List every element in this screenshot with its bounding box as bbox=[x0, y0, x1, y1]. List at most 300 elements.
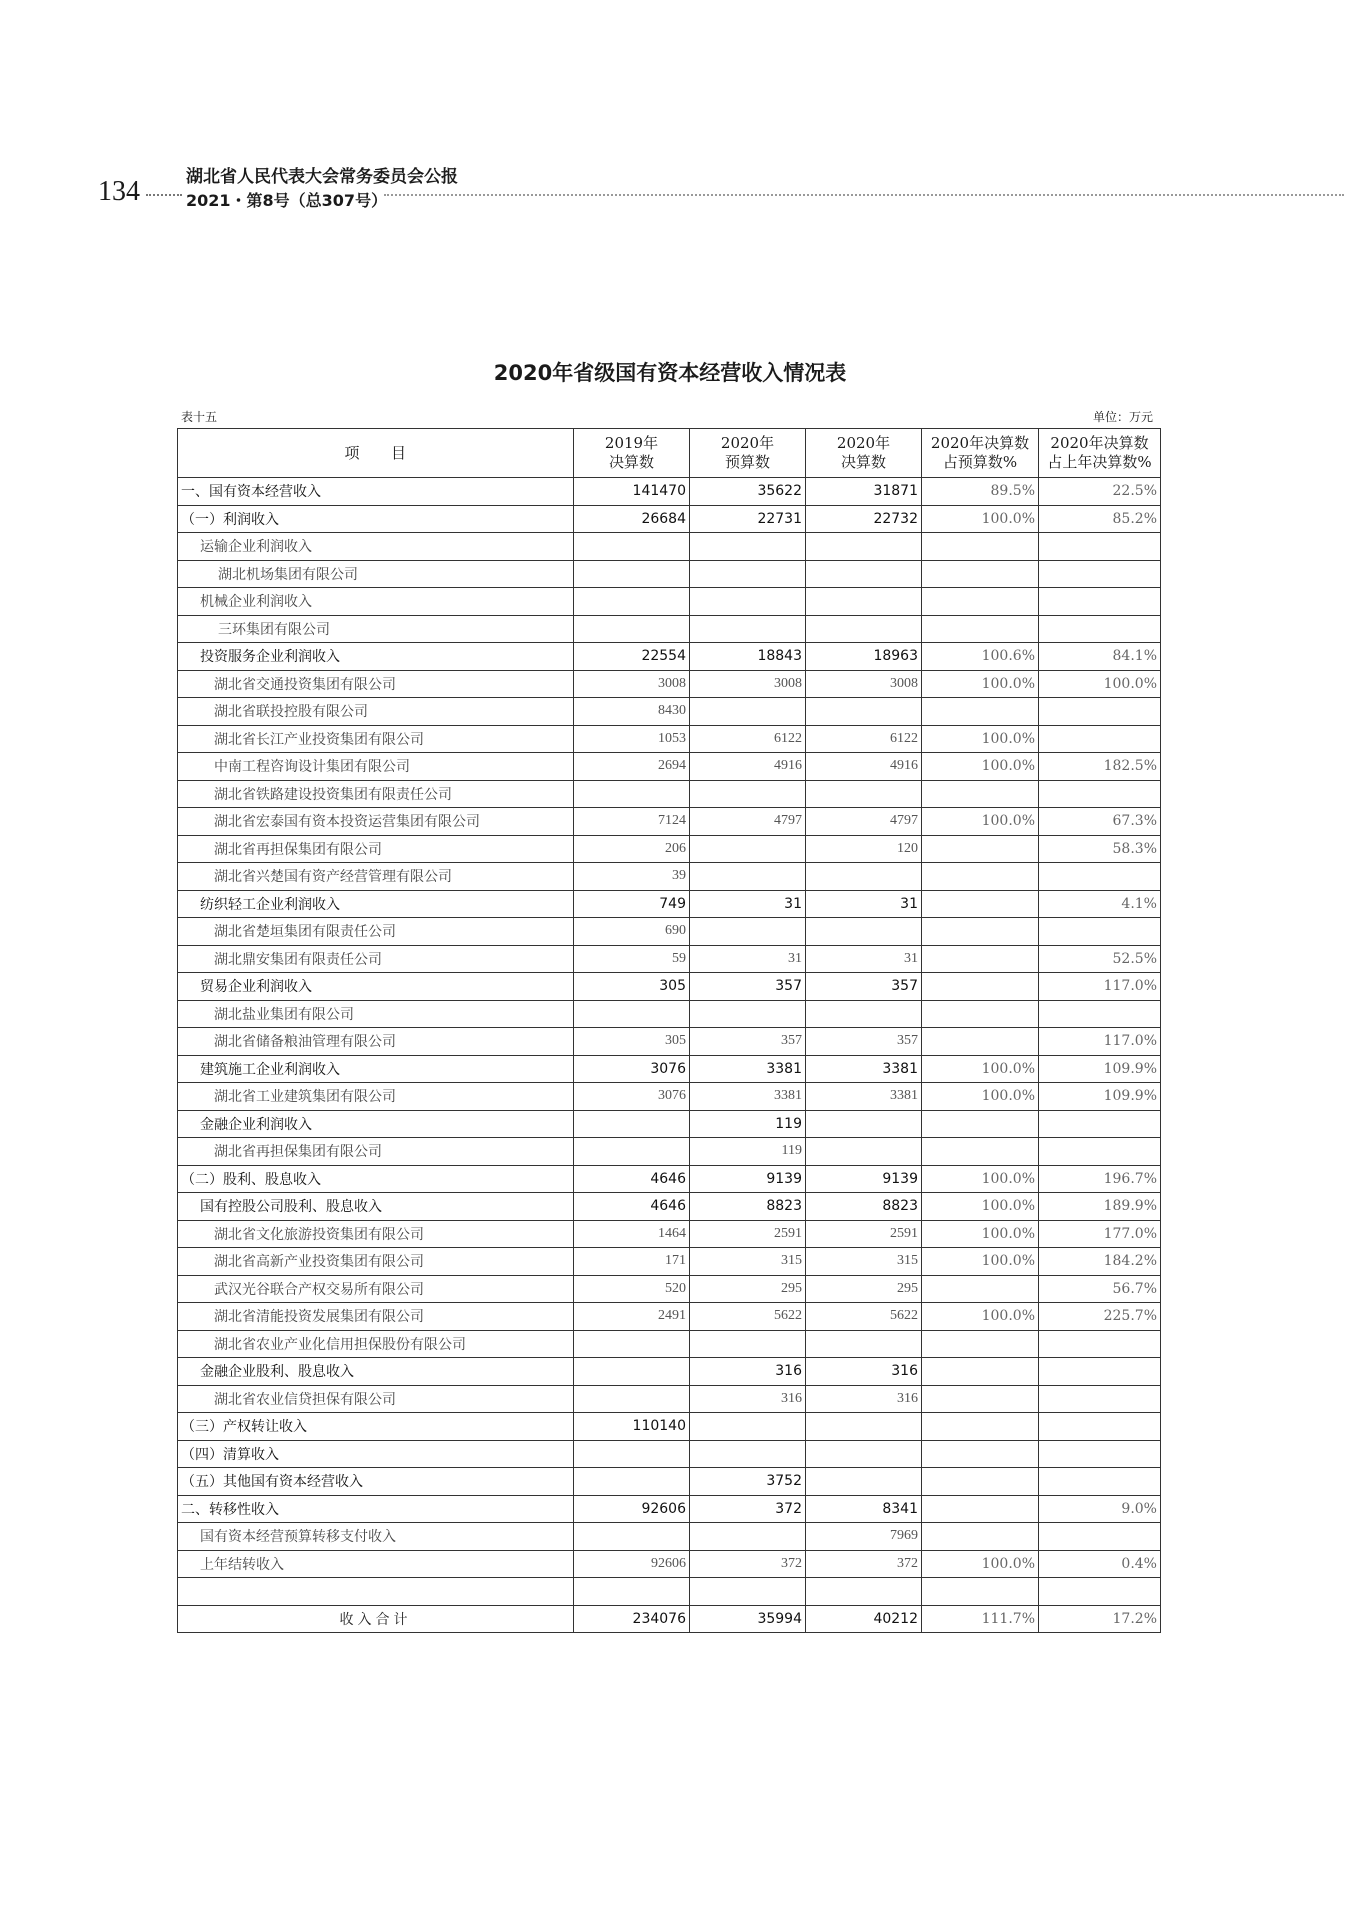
row-item: 湖北盐业集团有限公司 bbox=[178, 1000, 574, 1028]
value-2020-budget: 119 bbox=[690, 1110, 806, 1138]
row-item: 武汉光谷联合产权交易所有限公司 bbox=[178, 1275, 574, 1303]
value-2020-budget: 372 bbox=[690, 1495, 806, 1523]
value-2019: 26684 bbox=[574, 505, 690, 533]
row-item: 湖北省兴楚国有资产经营管理有限公司 bbox=[178, 863, 574, 891]
table-row bbox=[178, 1000, 1161, 1028]
value-2019: 2491 bbox=[574, 1303, 690, 1331]
value-2020-final bbox=[806, 698, 922, 726]
value-2020-final: 8823 bbox=[806, 1193, 922, 1221]
issue-number: 2021・第8号（总307号） bbox=[186, 191, 388, 210]
table-row bbox=[178, 835, 1161, 863]
value-2020-budget bbox=[690, 863, 806, 891]
table-row bbox=[178, 725, 1161, 753]
table-row bbox=[178, 863, 1161, 891]
table-row bbox=[178, 753, 1161, 781]
pct-of-prev-year bbox=[1039, 615, 1161, 643]
pct-of-budget bbox=[922, 533, 1039, 561]
value-2019: 141470 bbox=[574, 478, 690, 506]
table-number: 表十五 bbox=[181, 410, 218, 424]
pct-of-budget bbox=[922, 1578, 1039, 1606]
value-2020-budget: 315 bbox=[690, 1248, 806, 1276]
value-2020-budget bbox=[690, 835, 806, 863]
table-row bbox=[178, 973, 1161, 1001]
pct-of-prev-year: 189.9% bbox=[1039, 1193, 1161, 1221]
row-item: 国有控股公司股利、股息收入 bbox=[178, 1193, 574, 1221]
value-2019 bbox=[574, 1385, 690, 1413]
pct-of-budget: 100.0% bbox=[922, 808, 1039, 836]
row-item: 湖北省储备粮油管理有限公司 bbox=[178, 1028, 574, 1056]
header-2020-budget: 2020年 预算数 bbox=[690, 429, 806, 478]
header-2020-final: 2020年 决算数 bbox=[806, 429, 922, 478]
pct-of-budget bbox=[922, 1275, 1039, 1303]
table-row bbox=[178, 1358, 1161, 1386]
pct-of-prev-year bbox=[1039, 725, 1161, 753]
value-2020-budget bbox=[690, 918, 806, 946]
row-item: 一、国有资本经营收入 bbox=[178, 478, 574, 506]
table-row bbox=[178, 890, 1161, 918]
value-2020-budget: 8823 bbox=[690, 1193, 806, 1221]
value-2020-final bbox=[806, 533, 922, 561]
unit-label: 单位：万元 bbox=[1092, 410, 1153, 424]
value-2019: 3076 bbox=[574, 1055, 690, 1083]
value-2020-budget: 4797 bbox=[690, 808, 806, 836]
pct-of-budget bbox=[922, 1385, 1039, 1413]
table-row bbox=[178, 533, 1161, 561]
value-2019: 110140 bbox=[574, 1413, 690, 1441]
pct-of-budget bbox=[922, 1440, 1039, 1468]
value-2020-budget: 295 bbox=[690, 1275, 806, 1303]
row-item: 湖北省铁路建设投资集团有限责任公司 bbox=[178, 780, 574, 808]
pct-of-prev-year: 85.2% bbox=[1039, 505, 1161, 533]
value-2020-final: 31 bbox=[806, 945, 922, 973]
pct-of-budget: 100.0% bbox=[922, 1248, 1039, 1276]
row-item: 金融企业利润收入 bbox=[178, 1110, 574, 1138]
total-row bbox=[178, 1605, 1161, 1633]
value-2020-final: 18963 bbox=[806, 643, 922, 671]
pct-of-prev-year bbox=[1039, 1110, 1161, 1138]
header-item: 项 目 bbox=[178, 429, 574, 478]
value-2020-budget: 357 bbox=[690, 973, 806, 1001]
pct-of-budget: 100.0% bbox=[922, 1220, 1039, 1248]
pct-of-prev-year: 84.1% bbox=[1039, 643, 1161, 671]
page-number: 134 bbox=[98, 176, 140, 207]
pct-of-prev-year: 56.7% bbox=[1039, 1275, 1161, 1303]
value-2020-budget: 31 bbox=[690, 890, 806, 918]
row-item: 中南工程咨询设计集团有限公司 bbox=[178, 753, 574, 781]
pct-of-prev-year: 109.9% bbox=[1039, 1083, 1161, 1111]
value-2019: 3076 bbox=[574, 1083, 690, 1111]
row-item: 二、转移性收入 bbox=[178, 1495, 574, 1523]
value-2020-final bbox=[806, 918, 922, 946]
table-row bbox=[178, 670, 1161, 698]
value-2019: 1464 bbox=[574, 1220, 690, 1248]
pct-of-budget bbox=[922, 588, 1039, 616]
value-2020-budget: 372 bbox=[690, 1550, 806, 1578]
pct-of-budget bbox=[922, 918, 1039, 946]
row-item: （五）其他国有资本经营收入 bbox=[178, 1468, 574, 1496]
pct-of-prev-year bbox=[1039, 1468, 1161, 1496]
pct-of-prev-year: 17.2% bbox=[1039, 1605, 1161, 1633]
table-body bbox=[178, 478, 1161, 1633]
value-2020-final bbox=[806, 863, 922, 891]
value-2020-budget bbox=[690, 1523, 806, 1551]
value-2020-final: 6122 bbox=[806, 725, 922, 753]
value-2020-final: 3381 bbox=[806, 1055, 922, 1083]
value-2019: 1053 bbox=[574, 725, 690, 753]
row-item: 机械企业利润收入 bbox=[178, 588, 574, 616]
row-item: 运输企业利润收入 bbox=[178, 533, 574, 561]
pct-of-prev-year bbox=[1039, 588, 1161, 616]
table-row bbox=[178, 1055, 1161, 1083]
pct-of-prev-year bbox=[1039, 1440, 1161, 1468]
row-item: 湖北省工业建筑集团有限公司 bbox=[178, 1083, 574, 1111]
publication-title: 湖北省人民代表大会常务委员会公报 bbox=[186, 167, 458, 187]
value-2020-final: 295 bbox=[806, 1275, 922, 1303]
table-row bbox=[178, 1468, 1161, 1496]
table-row bbox=[178, 560, 1161, 588]
value-2020-budget: 31 bbox=[690, 945, 806, 973]
row-item: 金融企业股利、股息收入 bbox=[178, 1358, 574, 1386]
pct-of-prev-year: 225.7% bbox=[1039, 1303, 1161, 1331]
pct-of-budget: 100.0% bbox=[922, 1550, 1039, 1578]
table-row bbox=[178, 505, 1161, 533]
value-2020-budget: 3381 bbox=[690, 1055, 806, 1083]
value-2020-budget: 316 bbox=[690, 1358, 806, 1386]
pct-of-budget: 100.0% bbox=[922, 670, 1039, 698]
table-row bbox=[178, 1550, 1161, 1578]
value-2020-final: 4916 bbox=[806, 753, 922, 781]
value-2019: 7124 bbox=[574, 808, 690, 836]
table-row bbox=[178, 1330, 1161, 1358]
pct-of-budget bbox=[922, 1330, 1039, 1358]
row-item: 湖北鼎安集团有限责任公司 bbox=[178, 945, 574, 973]
value-2020-final: 357 bbox=[806, 973, 922, 1001]
pct-of-prev-year: 22.5% bbox=[1039, 478, 1161, 506]
row-item: 湖北省楚垣集团有限责任公司 bbox=[178, 918, 574, 946]
value-2020-budget bbox=[690, 698, 806, 726]
value-2020-budget bbox=[690, 615, 806, 643]
value-2020-final bbox=[806, 1330, 922, 1358]
value-2020-final bbox=[806, 780, 922, 808]
table-row bbox=[178, 1138, 1161, 1166]
pct-of-budget bbox=[922, 863, 1039, 891]
value-2020-budget bbox=[690, 560, 806, 588]
document-title: 2020年省级国有资本经营收入情况表 bbox=[493, 361, 847, 385]
row-item: （三）产权转让收入 bbox=[178, 1413, 574, 1441]
value-2020-budget bbox=[690, 1330, 806, 1358]
pct-of-prev-year bbox=[1039, 533, 1161, 561]
row-item bbox=[178, 1578, 574, 1606]
value-2020-final: 40212 bbox=[806, 1605, 922, 1633]
row-item: （二）股利、股息收入 bbox=[178, 1165, 574, 1193]
value-2020-budget: 357 bbox=[690, 1028, 806, 1056]
pct-of-prev-year bbox=[1039, 1138, 1161, 1166]
value-2019: 206 bbox=[574, 835, 690, 863]
pct-of-budget bbox=[922, 560, 1039, 588]
pct-of-prev-year bbox=[1039, 560, 1161, 588]
value-2020-budget: 18843 bbox=[690, 643, 806, 671]
row-item: （四）清算收入 bbox=[178, 1440, 574, 1468]
pct-of-prev-year bbox=[1039, 1358, 1161, 1386]
value-2020-final bbox=[806, 615, 922, 643]
value-2019: 2694 bbox=[574, 753, 690, 781]
table-row bbox=[178, 588, 1161, 616]
value-2019 bbox=[574, 1330, 690, 1358]
value-2019: 749 bbox=[574, 890, 690, 918]
value-2019 bbox=[574, 560, 690, 588]
value-2020-final: 7969 bbox=[806, 1523, 922, 1551]
table-row bbox=[178, 1110, 1161, 1138]
value-2019: 92606 bbox=[574, 1550, 690, 1578]
pct-of-prev-year bbox=[1039, 698, 1161, 726]
value-2019: 4646 bbox=[574, 1165, 690, 1193]
row-item: 湖北省再担保集团有限公司 bbox=[178, 1138, 574, 1166]
value-2019 bbox=[574, 588, 690, 616]
table-row bbox=[178, 1028, 1161, 1056]
table-row bbox=[178, 1165, 1161, 1193]
pct-of-budget bbox=[922, 1495, 1039, 1523]
pct-of-prev-year bbox=[1039, 1000, 1161, 1028]
value-2019 bbox=[574, 780, 690, 808]
pct-of-prev-year: 196.7% bbox=[1039, 1165, 1161, 1193]
value-2020-final: 31871 bbox=[806, 478, 922, 506]
value-2020-budget: 6122 bbox=[690, 725, 806, 753]
row-item: 湖北省高新产业投资集团有限公司 bbox=[178, 1248, 574, 1276]
pct-of-budget bbox=[922, 1358, 1039, 1386]
pct-of-prev-year bbox=[1039, 1385, 1161, 1413]
value-2020-budget: 35994 bbox=[690, 1605, 806, 1633]
table-row bbox=[178, 643, 1161, 671]
value-2019 bbox=[574, 1138, 690, 1166]
pct-of-prev-year bbox=[1039, 863, 1161, 891]
pct-of-budget bbox=[922, 1000, 1039, 1028]
pct-of-prev-year: 4.1% bbox=[1039, 890, 1161, 918]
value-2019: 520 bbox=[574, 1275, 690, 1303]
table-row bbox=[178, 1220, 1161, 1248]
row-item: 湖北省联投控股有限公司 bbox=[178, 698, 574, 726]
value-2019: 8430 bbox=[574, 698, 690, 726]
pct-of-prev-year: 100.0% bbox=[1039, 670, 1161, 698]
row-item: 湖北省清能投资发展集团有限公司 bbox=[178, 1303, 574, 1331]
pct-of-budget: 100.0% bbox=[922, 1303, 1039, 1331]
value-2020-budget: 3381 bbox=[690, 1083, 806, 1111]
table-row bbox=[178, 1275, 1161, 1303]
value-2019: 171 bbox=[574, 1248, 690, 1276]
row-item: 湖北机场集团有限公司 bbox=[178, 560, 574, 588]
pct-of-budget bbox=[922, 973, 1039, 1001]
table-row bbox=[178, 698, 1161, 726]
value-2020-budget: 3752 bbox=[690, 1468, 806, 1496]
pct-of-budget bbox=[922, 1468, 1039, 1496]
value-2020-budget: 4916 bbox=[690, 753, 806, 781]
row-item: 国有资本经营预算转移支付收入 bbox=[178, 1523, 574, 1551]
pct-of-budget bbox=[922, 1413, 1039, 1441]
table-row bbox=[178, 918, 1161, 946]
value-2020-final: 4797 bbox=[806, 808, 922, 836]
pct-of-budget bbox=[922, 698, 1039, 726]
value-2020-budget bbox=[690, 780, 806, 808]
pct-of-budget: 100.0% bbox=[922, 753, 1039, 781]
row-item: 湖北省文化旅游投资集团有限公司 bbox=[178, 1220, 574, 1248]
value-2020-final: 316 bbox=[806, 1385, 922, 1413]
table-row bbox=[178, 1248, 1161, 1276]
table-row bbox=[178, 1193, 1161, 1221]
value-2019 bbox=[574, 1358, 690, 1386]
table-row bbox=[178, 1385, 1161, 1413]
row-item: 建筑施工企业利润收入 bbox=[178, 1055, 574, 1083]
value-2019: 234076 bbox=[574, 1605, 690, 1633]
pct-of-budget: 111.7% bbox=[922, 1605, 1039, 1633]
row-item: 贸易企业利润收入 bbox=[178, 973, 574, 1001]
value-2020-final bbox=[806, 1138, 922, 1166]
row-item: 收入合计 bbox=[178, 1605, 574, 1633]
value-2019: 92606 bbox=[574, 1495, 690, 1523]
value-2019 bbox=[574, 1000, 690, 1028]
value-2020-budget: 5622 bbox=[690, 1303, 806, 1331]
value-2020-final: 2591 bbox=[806, 1220, 922, 1248]
pct-of-budget: 100.0% bbox=[922, 505, 1039, 533]
value-2019: 3008 bbox=[574, 670, 690, 698]
pct-of-prev-year: 109.9% bbox=[1039, 1055, 1161, 1083]
value-2020-budget bbox=[690, 1440, 806, 1468]
row-item: 湖北省再担保集团有限公司 bbox=[178, 835, 574, 863]
value-2020-budget: 35622 bbox=[690, 478, 806, 506]
table-row bbox=[178, 1440, 1161, 1468]
table-row bbox=[178, 478, 1161, 506]
value-2020-final: 315 bbox=[806, 1248, 922, 1276]
revenue-table bbox=[177, 428, 1161, 1633]
value-2020-final bbox=[806, 1468, 922, 1496]
row-item: 湖北省交通投资集团有限公司 bbox=[178, 670, 574, 698]
header-rule-left bbox=[146, 194, 182, 196]
value-2020-final: 316 bbox=[806, 1358, 922, 1386]
pct-of-prev-year: 117.0% bbox=[1039, 1028, 1161, 1056]
pct-of-budget bbox=[922, 780, 1039, 808]
value-2019 bbox=[574, 1468, 690, 1496]
pct-of-prev-year: 0.4% bbox=[1039, 1550, 1161, 1578]
row-item: 投资服务企业利润收入 bbox=[178, 643, 574, 671]
value-2020-final bbox=[806, 1110, 922, 1138]
table-row bbox=[178, 615, 1161, 643]
value-2019 bbox=[574, 533, 690, 561]
value-2020-final: 31 bbox=[806, 890, 922, 918]
pct-of-budget bbox=[922, 1110, 1039, 1138]
pct-of-prev-year bbox=[1039, 780, 1161, 808]
pct-of-budget: 100.0% bbox=[922, 1055, 1039, 1083]
pct-of-prev-year bbox=[1039, 918, 1161, 946]
row-item: 湖北省长江产业投资集团有限公司 bbox=[178, 725, 574, 753]
value-2019 bbox=[574, 615, 690, 643]
table-row bbox=[178, 780, 1161, 808]
value-2020-final bbox=[806, 1413, 922, 1441]
pct-of-budget bbox=[922, 615, 1039, 643]
value-2019 bbox=[574, 1440, 690, 1468]
pct-of-prev-year: 9.0% bbox=[1039, 1495, 1161, 1523]
value-2019: 22554 bbox=[574, 643, 690, 671]
value-2020-budget bbox=[690, 1413, 806, 1441]
value-2020-budget: 316 bbox=[690, 1385, 806, 1413]
value-2020-budget bbox=[690, 533, 806, 561]
pct-of-budget bbox=[922, 1138, 1039, 1166]
pct-of-budget bbox=[922, 945, 1039, 973]
row-item: 纺织轻工企业利润收入 bbox=[178, 890, 574, 918]
value-2020-final: 8341 bbox=[806, 1495, 922, 1523]
pct-of-budget: 89.5% bbox=[922, 478, 1039, 506]
value-2020-budget bbox=[690, 1578, 806, 1606]
header-pct-prev: 2020年决算数 占上年决算数% bbox=[1039, 429, 1161, 478]
header-rule-right bbox=[384, 194, 1344, 196]
value-2019 bbox=[574, 1110, 690, 1138]
value-2020-budget: 119 bbox=[690, 1138, 806, 1166]
pct-of-budget: 100.0% bbox=[922, 1193, 1039, 1221]
value-2019: 4646 bbox=[574, 1193, 690, 1221]
pct-of-prev-year bbox=[1039, 1578, 1161, 1606]
pct-of-prev-year: 117.0% bbox=[1039, 973, 1161, 1001]
header-2019-final: 2019年 决算数 bbox=[574, 429, 690, 478]
table-row bbox=[178, 1523, 1161, 1551]
value-2020-final: 357 bbox=[806, 1028, 922, 1056]
value-2020-budget: 9139 bbox=[690, 1165, 806, 1193]
value-2020-final bbox=[806, 1000, 922, 1028]
value-2020-budget: 2591 bbox=[690, 1220, 806, 1248]
row-item: 上年结转收入 bbox=[178, 1550, 574, 1578]
value-2020-final bbox=[806, 1578, 922, 1606]
pct-of-prev-year bbox=[1039, 1330, 1161, 1358]
row-item: （一）利润收入 bbox=[178, 505, 574, 533]
value-2019: 59 bbox=[574, 945, 690, 973]
row-item: 湖北省农业信贷担保有限公司 bbox=[178, 1385, 574, 1413]
pct-of-prev-year: 52.5% bbox=[1039, 945, 1161, 973]
row-item: 湖北省农业产业化信用担保股份有限公司 bbox=[178, 1330, 574, 1358]
pct-of-prev-year: 177.0% bbox=[1039, 1220, 1161, 1248]
value-2020-budget bbox=[690, 1000, 806, 1028]
table-header-row bbox=[178, 429, 1161, 478]
pct-of-budget: 100.6% bbox=[922, 643, 1039, 671]
pct-of-prev-year: 182.5% bbox=[1039, 753, 1161, 781]
value-2020-final: 3381 bbox=[806, 1083, 922, 1111]
pct-of-budget: 100.0% bbox=[922, 1165, 1039, 1193]
value-2019: 690 bbox=[574, 918, 690, 946]
table-row bbox=[178, 1578, 1161, 1606]
value-2020-budget bbox=[690, 588, 806, 616]
table-row bbox=[178, 1303, 1161, 1331]
pct-of-prev-year bbox=[1039, 1523, 1161, 1551]
pct-of-budget bbox=[922, 1028, 1039, 1056]
value-2020-final: 5622 bbox=[806, 1303, 922, 1331]
pct-of-budget bbox=[922, 1523, 1039, 1551]
table-row bbox=[178, 808, 1161, 836]
row-item: 湖北省宏泰国有资本投资运营集团有限公司 bbox=[178, 808, 574, 836]
table-row bbox=[178, 945, 1161, 973]
value-2020-final: 22732 bbox=[806, 505, 922, 533]
pct-of-budget: 100.0% bbox=[922, 725, 1039, 753]
pct-of-prev-year: 58.3% bbox=[1039, 835, 1161, 863]
row-item: 三环集团有限公司 bbox=[178, 615, 574, 643]
pct-of-budget: 100.0% bbox=[922, 1083, 1039, 1111]
value-2019 bbox=[574, 1578, 690, 1606]
header-pct-budget: 2020年决算数 占预算数% bbox=[922, 429, 1039, 478]
value-2019: 305 bbox=[574, 973, 690, 1001]
value-2019 bbox=[574, 1523, 690, 1551]
table-row bbox=[178, 1495, 1161, 1523]
value-2020-budget: 22731 bbox=[690, 505, 806, 533]
pct-of-budget bbox=[922, 890, 1039, 918]
value-2019: 305 bbox=[574, 1028, 690, 1056]
pct-of-prev-year bbox=[1039, 1413, 1161, 1441]
table-row bbox=[178, 1083, 1161, 1111]
value-2020-final bbox=[806, 1440, 922, 1468]
value-2020-final: 120 bbox=[806, 835, 922, 863]
